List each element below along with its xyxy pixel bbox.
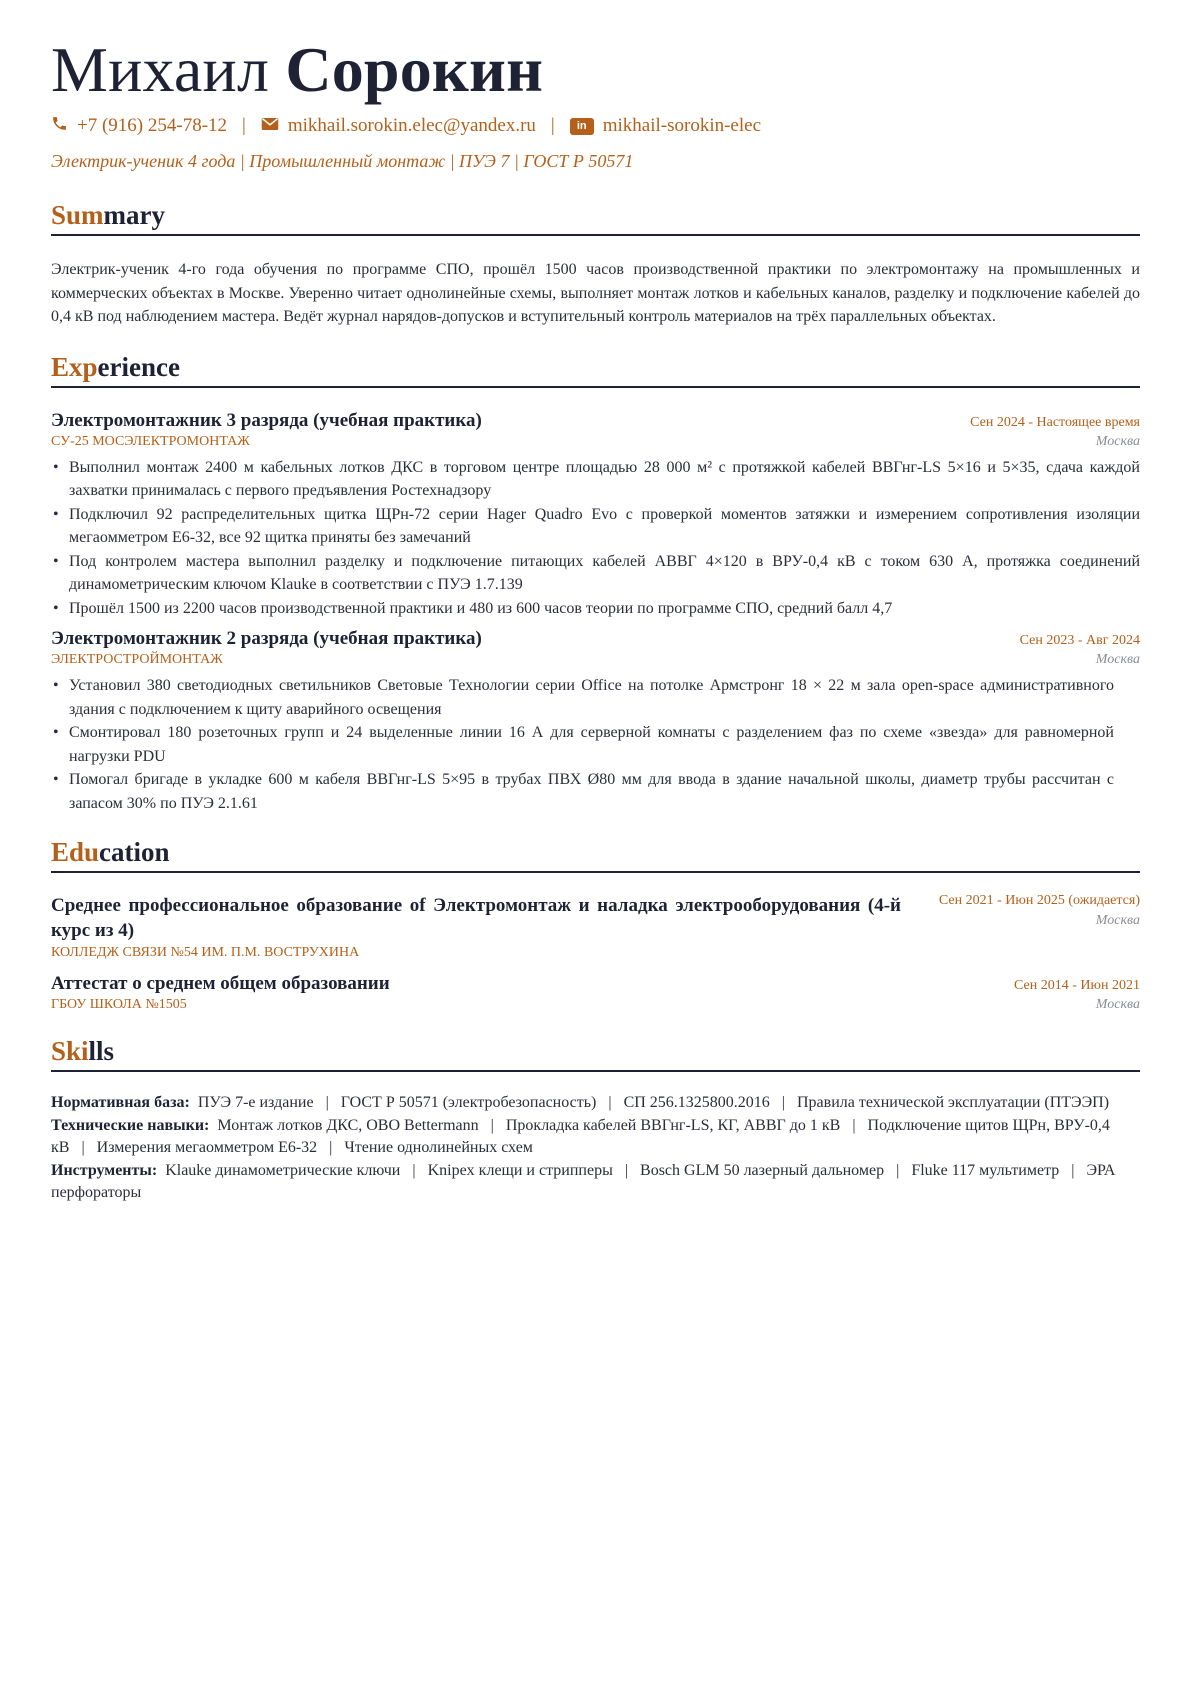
skill-item: Fluke 117 мультиметр [911,1161,1060,1179]
bullet-item: • Установил 380 светодиодных светильников Световые Технологии серии Office на потолке Армстронг 18 × 22 м зала open-space административного здания с подключением к щиту аварийного освещения [51,674,1114,721]
company-name: ЭЛЕКТРОСТРОЙМОНТАЖ [51,652,223,667]
skill-item: Прокладка кабелей ВВГнг-LS, КГ, АВВГ до 1 кВ [505,1116,841,1134]
contact-separator: | [242,115,246,136]
skill-item: Чтение однолинейных схем [344,1139,533,1156]
job-bullets [51,674,1140,815]
section-title-education: Education [51,837,1140,873]
email-icon [261,115,279,137]
skill-separator: | [624,1161,629,1179]
experience-section [51,352,1140,816]
section-title-experience: Experience [51,352,1140,388]
contact-separator: | [550,115,555,136]
summary-text: Электрик-ученик 4-го года обучения по программе СПО, прошёл 1500 часов производственной практики по электромонтажу на промышленных и коммерческих объектах в Москве. Уверенно читает однолинейные схемы, выполняет монтаж лотков и кабельных каналов, разделку и подключение кабелей до 0,4 кВ под наблюдением мастера. Ведёт журнал нарядов-допусков и вступительный контроль материалов на трёх параллельных объектах. [51,261,1140,325]
section-title-skills: Skills [51,1036,1140,1072]
contact-row [51,114,1140,138]
job-dates: Сен 2023 - Авг 2024 [1019,633,1140,648]
phone-number: +7 (916) 254-78-12 [77,115,228,136]
skill-item: ГОСТ Р 50571 (электробезопасность) [340,1094,597,1111]
bullet-item: • Прошёл 1500 из 2200 часов производственной практики и 480 из 600 часов теории по программе СПО, средний балл 4,7 [51,597,1140,621]
bullet-item: • Под контролем мастера выполнил разделку и подключение питающих кабелей АВВГ 4×120 в ВРУ-0,4 кВ с током 630 А, протяжка соединений динамометрическим ключом Klauke в соответствии с ПУЭ 1.7.139 [51,550,1140,597]
section-title-summary: Summary [51,200,1140,236]
education-entry [51,893,1140,961]
skill-item: Bosch GLM 50 лазерный дальномер [640,1161,885,1179]
linkedin-icon: in [570,118,594,135]
first-name: Михаил [51,34,270,105]
bullet-item: • Смонтировал 180 розеточных групп и 24 выделенные линии 16 А для серверной комнаты с разделением фаз по схеме «звезда» для равномерной нагрузки PDU [51,721,1114,768]
skill-separator: | [608,1094,612,1111]
skill-group-label: Инструменты: [51,1161,158,1179]
skill-separator: | [852,1116,856,1134]
skills-section [51,1036,1140,1205]
bullet-item: • Выполнил монтаж 2400 м кабельных лотков ДКС в торговом центре площадью 28 000 м² с протяжкой кабелей ВВГнг-LS 5×16 и 5×35, сдача каждой захватки принималась с первого предъявления Ростехнадзору [51,456,1140,503]
company-name: СУ-25 МОСЭЛЕКТРОМОНТАЖ [51,433,250,449]
job-title: Электромонтажник 3 разряда (учебная практика) [51,409,482,431]
skill-item: СП 256.1325800.2016 [623,1094,770,1111]
skill-item: Knipex клещи и стрипперы [427,1161,613,1179]
education-dates: Сен 2014 - Июн 2021 [1014,978,1140,993]
education-location: Москва [1095,913,1140,928]
skill-group-label: Нормативная база: [51,1094,190,1111]
skill-item: Klauke динамометрические ключи [165,1161,401,1179]
experience-entry [51,628,1140,815]
email-address: mikhail.sorokin.elec@yandex.ru [287,115,536,136]
headline: Электрик-ученик 4 года | Промышленный монтаж | ПУЭ 7 | ГОСТ Р 50571 [51,151,634,171]
skill-separator: | [1071,1161,1075,1179]
skills-list [51,1092,1140,1205]
education-section [51,837,1140,1013]
job-dates: Сен 2024 - Настоящее время [970,414,1140,430]
skill-separator: | [81,1139,85,1156]
bullet-item: • Помогал бригаде в укладке 600 м кабеля ВВГнг-LS 5×95 в трубах ПВХ Ø80 мм для ввода в здание начальной школы, диаметр трубы рассчитан с запасом 30% по ПУЭ 2.1.61 [51,768,1114,815]
skill-separator: | [325,1094,329,1111]
degree-title: Аттестат о среднем общем образовании [51,973,390,994]
experience-entry [51,410,1140,621]
last-name: Сорокин [285,34,544,105]
skill-group [51,1092,1140,1115]
phone-contact[interactable] [51,115,227,138]
skill-item: ПУЭ 7-е издание [197,1094,314,1111]
skill-item: ЭРА перфораторы [51,1161,1116,1201]
skill-group-label: Технические навыки: [51,1116,210,1134]
skill-separator: | [329,1139,333,1156]
job-location: Москва [1095,433,1140,449]
skill-separator: | [490,1116,494,1134]
job-title: Электромонтажник 2 разряда (учебная практика) [51,628,482,649]
skill-item: Подключение щитов ЩРн, ВРУ-0,4 кВ [51,1116,1110,1156]
skill-item: Измерения мегаомметром Е6-32 [96,1139,318,1156]
school-name: ГБОУ ШКОЛА №1505 [51,997,187,1012]
skill-separator: | [781,1094,785,1111]
skill-separator: | [412,1161,416,1179]
skill-group [51,1115,1140,1160]
skill-group [51,1160,1140,1205]
education-location: Москва [1095,997,1140,1012]
skill-item: Монтаж лотков ДКС, ОВО Bettermann [217,1116,479,1134]
education-entry [51,973,1140,1013]
education-dates: Сен 2021 - Июн 2025 (ожидается) [938,893,1140,908]
linkedin-handle: mikhail-sorokin-elec [602,115,762,136]
school-name: КОЛЛЕДЖ СВЯЗИ №54 ИМ. П.М. ВОСТРУХИНА [51,945,360,960]
bullet-item: • Подключил 92 распределительных щитка ЩРн-72 серии Hager Quadro Evo с проверкой моментов затяжки и измерением сопротивления изоляции мегаомметром Е6-32, все 92 щитка приняты без замечаний [51,503,1140,550]
degree-title: Среднее профессиональное образование of Электромонтаж и наладка электрооборудования (4-й курс из 4) [51,895,901,941]
email-contact[interactable] [261,115,536,137]
job-location: Москва [1095,652,1140,667]
skill-item: Правила технической эксплуатации (ПТЭЭП) [797,1094,1110,1111]
candidate-name [51,34,1140,105]
linkedin-contact[interactable] [570,115,761,137]
skill-separator: | [896,1161,900,1179]
summary-section [51,200,1140,329]
phone-icon [51,115,68,138]
job-bullets [51,456,1140,621]
